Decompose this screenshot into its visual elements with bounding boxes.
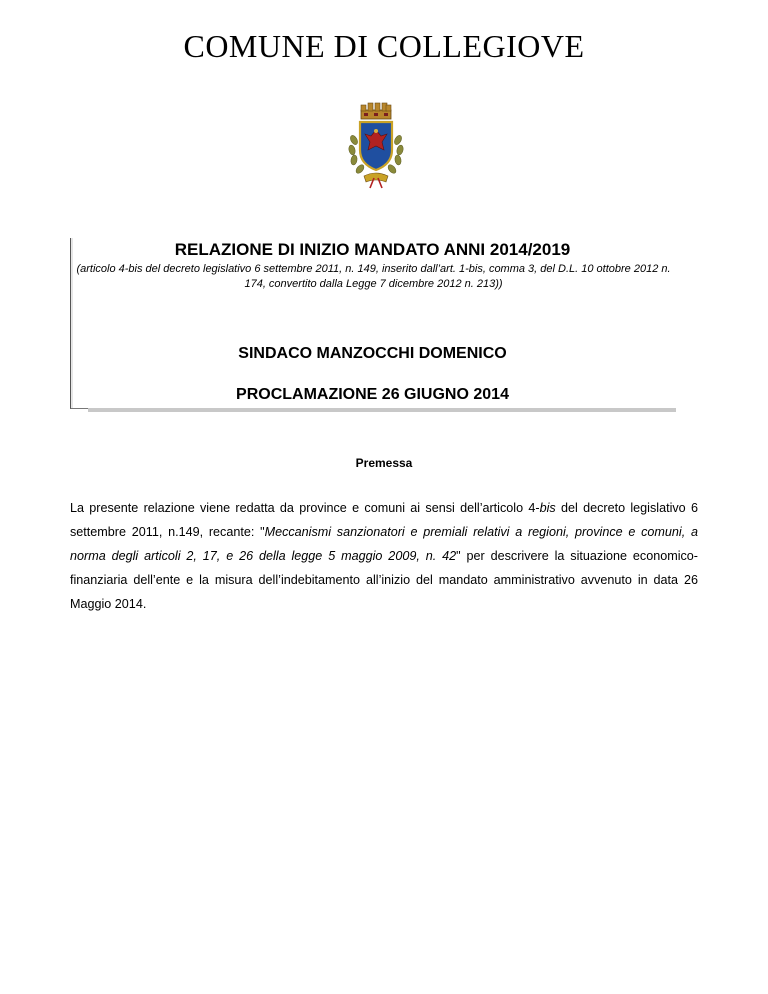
proclamazione-line: PROCLAMAZIONE 26 GIUGNO 2014 [236, 386, 509, 403]
paragraph-italic-bis: bis [539, 501, 556, 515]
report-subtitle: (articolo 4-bis del decreto legislativo 6 settembre 2011, n. 149, inserito dall’art. 1-bis, comma 3, del D.L. 10 ottobre 2012 n. 174, convertito dalla Legge 7 dicembre 2012 n. 213)) [76, 263, 671, 290]
box-shadow [88, 408, 676, 412]
coat-of-arms-icon [330, 100, 422, 192]
paragraph-italic-title: Meccanismi sanzionatori e premiali relativi a regioni, province e comuni, a norma degli articoli 2, 17, e 26 della legge 5 maggio 2009, n. 42 [70, 525, 698, 563]
paragraph-text-3: " per descrivere la situazione economico-finanziaria dell’ente e la misura dell’indebitamento all’inizio del mandato amministrativo avvenuto in data 26 Maggio 2014. [70, 549, 698, 611]
report-title: RELAZIONE DI INIZIO MANDATO ANNI 2014/2019 [174, 240, 571, 259]
premessa-heading: Premessa [355, 456, 413, 470]
crown-icon [361, 103, 391, 119]
crest-svg [330, 100, 422, 192]
premessa-paragraph [70, 496, 698, 616]
paragraph-text-2: del decreto legislativo 6 settembre 2011, n.149, recante: " [70, 501, 698, 539]
comune-title: COMUNE DI COLLEGIOVE [183, 28, 585, 64]
paragraph-text-1: La presente relazione viene redatta da province e comuni ai sensi dell’articolo 4- [70, 501, 540, 515]
sindaco-line: SINDACO MANZOCCHI DOMENICO [238, 345, 507, 362]
